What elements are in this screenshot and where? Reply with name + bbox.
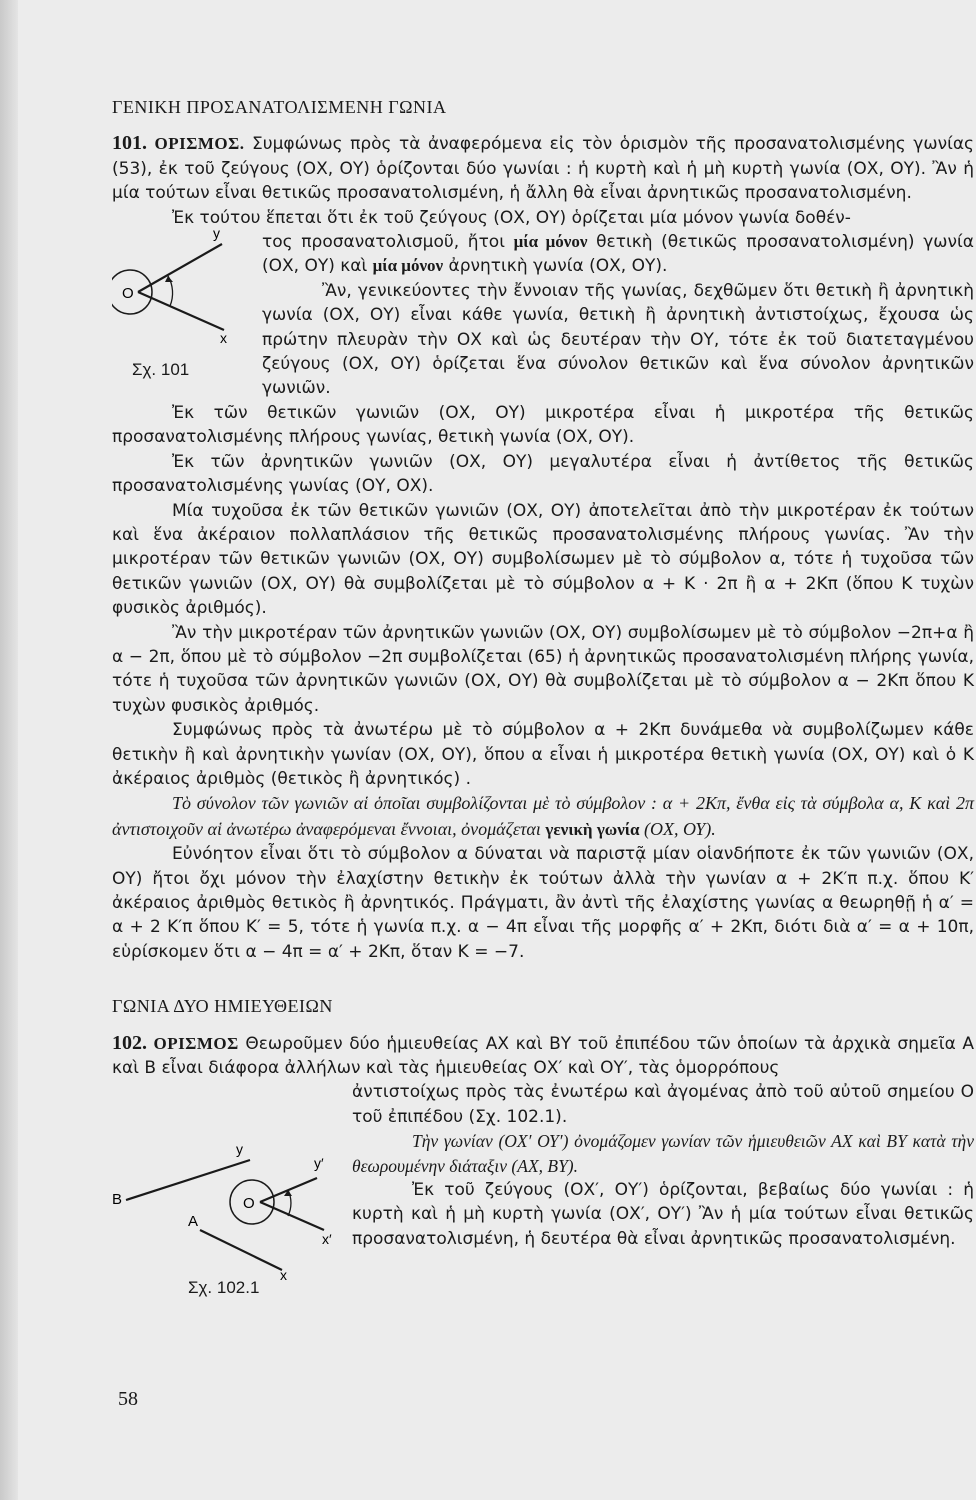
sec101-paragraph-3: Ἂν, γενικεύοντες τὴν ἔννοιαν τῆς γωνίας, δεχθῶμεν ὅτι θετικὴ ἢ ἀρνητικὴ γωνία (ΟΧ, ΟΥ) εἶναι κάθε γωνία, θετικὴ ἢ ἀρνητικὴ ἀντιστοίχως, ἔχουσα ὡς πρώτην πλευρὰν τὴν ΟΧ καὶ ὡς δευτέραν τὴν ΟΥ, τότε ἐκ τοῦ διατεταγμένου ζεύγους (ΟΧ, ΟΥ) ὁρίζεται ἕνα σύνολον θετικῶν καὶ ἕνα σύνολον ἀρνητικῶν γωνιῶν. xyxy=(262,280,974,399)
definition-term: γενικὴ γωνία xyxy=(545,819,640,839)
sec101-paragraph-4: Ἐκ τῶν θετικῶν γωνιῶν (ΟΧ, ΟΥ) μικροτέρα εἶναι ἡ μικροτέρα τῆς θετικῶς προσανατολισμένης πλήρους γωνίας, θετικὴ γωνία (ΟΧ, ΟΥ). xyxy=(112,402,974,448)
sec101-paragraph-2-lead: Ἐκ τούτου ἕπεται ὅτι ἐκ τοῦ ζεύγους (ΟΧ, ΟΥ) ὁρίζεται μία μόνον γωνία δοθέν- xyxy=(172,207,851,228)
sec101-p2-part-d: ἀρνητικὴ γωνία (ΟΧ, ΟΥ). xyxy=(443,256,668,277)
sec101-paragraph-7: Ἂν τὴν μικροτέραν τῶν ἀρνητικῶν γωνιῶν (ΟΧ, ΟΥ) συμβολίσωμεν μὲ τὸ σύμβολον −2π+α ἢ α − 2π, ὅπου μὲ τὸ σύμβολον −2π συμβολίζεται (65) ἡ ἀρνητικῶς προσανατολισμένη πλήρης γωνία, τότε ἡ τυχοῦσα τῶν ἀρνητικῶν γωνιῶν (ΟΧ, ΟΥ) θὰ συμβολίζεται μὲ τὸ σύμβολον α − 2Κπ ὅπου Κ τυχὼν φυσικὸς ἀριθμός. xyxy=(112,622,974,716)
figure-102-1-drawing xyxy=(112,1080,352,1280)
fig101-label-o: O xyxy=(122,285,134,303)
page-edge xyxy=(0,0,18,1500)
sec101-number: 101. xyxy=(112,132,147,155)
sec102-paragraph-3: Ἐκ τοῦ ζεύγους (ΟΧ′, ΟΥ′) ὁρίζονται, βεβαίως δύο γωνίαι : ἡ κυρτὴ καὶ ἡ μὴ κυρτὴ γωνία (ΟΧ′, ΟΥ′) Ἂν ἡ μία τούτων εἶναι θετικῶς προσανατολισμένη, ἡ δευτέρα θὰ εἶναι ἀρνητικῶς προσανατολισμένη. xyxy=(352,1180,974,1249)
sec101-p2-part-a: τος προσανατολισμοῦ, ἤτοι xyxy=(262,232,514,253)
sec101-paragraph-1 xyxy=(112,131,974,205)
fig102-label-y: y xyxy=(236,1141,243,1158)
sec101-p2-bold-1: μία μόνον xyxy=(513,232,588,252)
fig102-label-o: O xyxy=(243,1195,255,1213)
fig101-side-text xyxy=(262,230,974,401)
sec101-paragraph-2 xyxy=(262,230,974,279)
fig101-label-y: y xyxy=(213,230,220,242)
page-content xyxy=(112,95,974,1300)
fig101-row xyxy=(112,230,974,401)
definition-italic: Τὸ σύνολον τῶν γωνιῶν αἱ ὁποῖαι συμβολίζονται μὲ τὸ σύμβολον : α + 2Κπ, ἔνθα εἰς τὰ σύμβολα α, Κ καὶ 2π ἀντιστοιχοῦν αἱ ἀνωτέρω ἀναφερόμεναι ἔννοιαι, ὀνομάζεται xyxy=(112,793,974,839)
fig102-caption: Σχ. 102.1 xyxy=(188,1278,260,1298)
fig102-ray-ax xyxy=(200,1230,282,1270)
sec101-keyword: ΟΡΙΣΜΟΣ. xyxy=(154,134,245,154)
page-number: 58 xyxy=(118,1388,138,1410)
sec102-definition: Τὴν γωνίαν (ΟΧ′ ΟΥ′) ὀνομάζομεν γωνίαν τῶν ἡμιευθειῶν ΑΧ καὶ ΒΥ κατὰ τὴν θεωρουμένην διάταξιν (ΑΧ, ΒΥ). xyxy=(352,1131,974,1176)
sec101-paragraph-8: Συμφώνως πρὸς τὰ ἀνωτέρω μὲ τὸ σύμβολον α + 2Κπ δυνάμεθα νὰ συμβολίζωμεν κάθε θετικὴν ἢ καὶ ἀρνητικὴν γωνίαν (ΟΧ, ΟΥ), ὅπου α εἶναι ἡ μικροτέρα θετικὴ γωνία (ΟΧ, ΟΥ) καὶ ὁ Κ ἀκέραιος ἀριθμὸς (θετικὸς ἢ ἀρνητικός) . xyxy=(112,720,974,789)
figure-102-1 xyxy=(112,1080,352,1300)
section-heading-two-rays: ΓΩΝΙΑ ΔΥΟ ΗΜΙΕΥΘΕΙΩΝ xyxy=(112,996,333,1017)
sec102-p1-text: Θεωροῦμεν δύο ἡμιευθείας ΑΧ καὶ ΒΥ τοῦ ἐπιπέδου τῶν ὁποίων τὰ ἀρχικὰ σημεῖα Α καὶ Β εἶναι διάφορα ἀλλήλων καὶ τὰς ἡμιευθείας ΟΧ′ καὶ ΟΥ′, τὰς ὁμορρόπους xyxy=(112,1033,975,1079)
sec102-keyword: ΟΡΙΣΜΟΣ xyxy=(153,1033,239,1053)
figure-101 xyxy=(112,230,262,380)
sec101-definition xyxy=(112,791,974,842)
section-heading-general-angle: ΓΕΝΙΚΗ ΠΡΟΣΑΝΑΤΟΛΙΣΜΕΝΗ ΓΩΝΙΑ xyxy=(112,97,447,117)
sec101-p2-part-c: θετικὴ (θετικῶς προσανατολισμένη) γωνία (ΟΧ, ΟΥ) καὶ xyxy=(262,232,974,277)
sec101-paragraph-5: Ἐκ τῶν ἀρνητικῶν γωνιῶν (ΟΧ, ΟΥ) μεγαλυτέρα εἶναι ἡ ἀντίθετος τῆς θετικῶς προσανατολισμένης γωνίας (ΟΥ, ΟΧ). xyxy=(112,451,974,497)
definition-tail: (ΟΧ, ΟΥ). xyxy=(639,818,716,839)
sec101-paragraph-9: Εὐνόητον εἶναι ὅτι τὸ σύμβολον α δύναται νὰ παριστᾷ μίαν οἱανδήποτε ἐκ τῶν γωνιῶν (ΟΧ, ΟΥ) ἤτοι ὄχι μόνον τὴν ἐλαχίστην θετικὴν ἐκ τούτων ἀλλὰ τὴν γωνίαν α + 2Κ′π π.χ. ὅπου Κ′ ἀκέραιος ἀριθμὸς θετικὸς ἢ ἀρνητικός. Πράγματι, ἂν ἀντὶ τῆς ἐλαχίστης γωνίας α θεωρηθῇ ἡ α′ = α + 2 Κ′π ὅπου Κ′ = 5, τότε ἡ γωνία π.χ. α − 4π εἶναι τῆς μορφῆς α′ + 2Κπ, διότι διὰ α′ = α + 10π, εὑρίσκομεν ὅτι α − 4π = α′ + 2Κπ, ὅταν Κ = −7. xyxy=(112,844,974,962)
fig102-label-x-prime: x′ xyxy=(322,1231,332,1248)
spacer xyxy=(112,964,974,994)
fig102-row xyxy=(112,1080,974,1300)
sec101-p2-bold-2: μία μόνον xyxy=(372,256,444,276)
fig101-ray-oy xyxy=(138,244,222,292)
sec102-number: 102. xyxy=(112,1031,147,1054)
sec101-p1-text: Συμφώνως πρὸς τὰ ἀναφερόμενα εἰς τὸν ὁρισμὸν τῆς προσανατολισμένης γωνίας (53), ἐκ τοῦ ζεύγους (ΟΧ, ΟΥ) ὁρίζονται δύο γωνίαι : ἡ κυρτὴ καὶ ἡ μὴ κυρτὴ γωνία (ΟΧ, ΟΥ). Ἂν ἡ μία τούτων εἶναι θετικῶς προσανατολισμένη, ἡ ἄλλη θὰ εἶναι ἀρνητικῶς προσανατολισμένη. xyxy=(112,134,975,204)
fig101-label-x: x xyxy=(220,330,227,347)
fig101-caption: Σχ. 101 xyxy=(132,360,190,380)
fig102-label-y-prime: y′ xyxy=(314,1155,324,1172)
fig102-label-x: x xyxy=(280,1267,287,1281)
fig102-label-a: A xyxy=(188,1213,199,1231)
sec102-paragraph-1b: ἀντιστοίχως πρὸς τὰς ἐνωτέρω καὶ ἀγομένας ἀπὸ τοῦ αὐτοῦ σημείου Ο τοῦ ἐπιπέδου (Σχ. 102.1). xyxy=(352,1082,974,1127)
fig102-side-text xyxy=(352,1080,974,1251)
fig102-label-b: B xyxy=(112,1191,123,1209)
sec102-paragraph-1 xyxy=(112,1031,974,1081)
sec101-paragraph-6: Μία τυχοῦσα ἐκ τῶν θετικῶν γωνιῶν (ΟΧ, ΟΥ) ἀποτελεῖται ἀπὸ τὴν μικροτέραν ἐκ τούτων καὶ ἕνα ἀκέραιον πολλαπλάσιον τῆς θετικῶς προσανατολισμένης πλήρους γωνίας. Ἂν τὴν μικροτέραν τῶν θετικῶν γωνιῶν (ΟΧ, ΟΥ) συμβολίσωμεν μὲ τὸ σύμβολον α, τότε ἡ τυχοῦσα τῶν θετικῶν γωνιῶν (ΟΧ, ΟΥ) θὰ συμβολίζεται μὲ τὸ σύμβολον α + Κ · 2π ἢ α + 2Κπ (ὅπου Κ τυχὼν φυσικὸς ἀριθμός). xyxy=(112,500,974,619)
fig101-ray-ox xyxy=(138,292,224,330)
